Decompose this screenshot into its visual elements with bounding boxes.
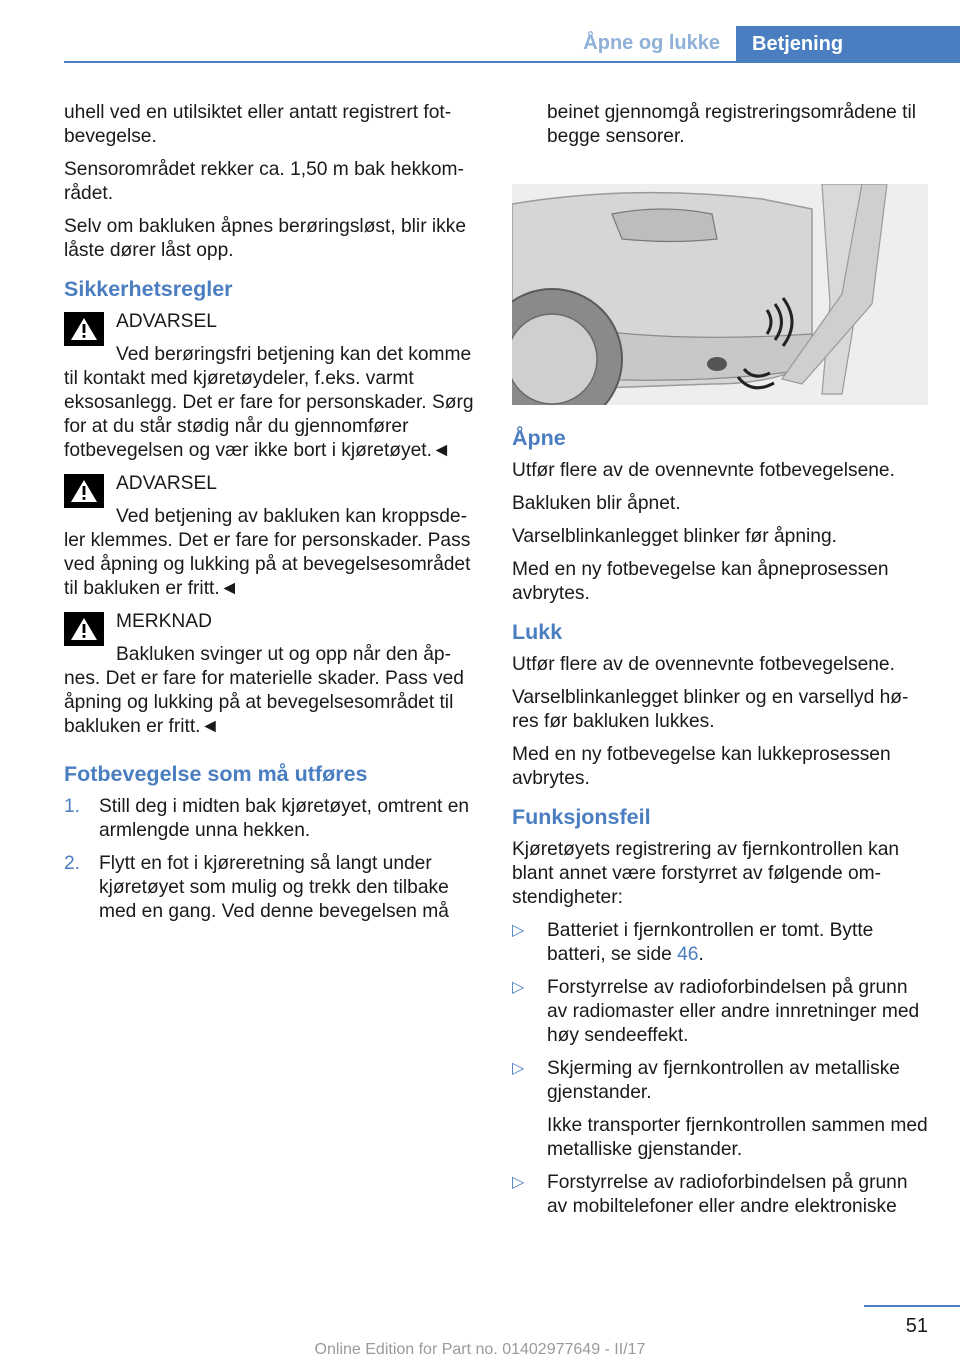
right-column: [512, 101, 928, 158]
bullet-text-end: .: [698, 944, 704, 965]
list-item: [512, 919, 928, 967]
triangle-bullet-icon: ▷: [512, 1060, 525, 1077]
page-reference-link[interactable]: 46: [677, 944, 699, 965]
fault-intro: Kjøretøyets registrering av fjernkontrollen kan blant annet være forstyrret av følgende omstendigheter:: [512, 839, 900, 908]
open-paragraph: Med en ny fotbevegelse kan åpneprosessen avbrytes.: [512, 559, 889, 604]
notice-title: MERKNAD: [116, 611, 212, 632]
warning-triangle-icon: [64, 474, 104, 508]
open-heading: Åpne: [512, 426, 566, 450]
bullet-text: Forstyrrelse av radioforbindelsen på grunn av mobiltelefoner eller andre elektroniske: [547, 1172, 908, 1217]
edition-footer: Online Edition for Part no. 01402977649 - II/17: [314, 1341, 646, 1358]
notice-text: Bakluken svinger ut og opp når den åpnes. Det er fare for materielle skader. Pass ved åpning og lukking på at bevegelsesområdet til bakluken er fritt.◄: [64, 644, 464, 737]
fault-heading: Funksjonsfeil: [512, 805, 651, 829]
intro-paragraph: Sensorområdet rekker ca. 1,50 m bak hekkområdet.: [64, 159, 464, 204]
warning-title: ADVARSEL: [116, 311, 217, 332]
step-item: [64, 852, 480, 924]
warning-text: Ved berøringsfri betjening kan det komme til kontakt med kjøretøydeler, f.eks. varmt eksosanlegg. Det er fare for personskader. Sørg for at du står stødig når du gjennomfører fotbevegelsen og vær ikke bort i kjøretøyet.◄: [64, 344, 474, 461]
bullet-text: Skjerming av fjernkontrollen av metalliske gjenstander.: [547, 1058, 900, 1103]
step-text: Flytt en fot i kjøreretning så langt under kjøretøyet som mulig og trekk den tilbake med en gang. Ved denne bevegelsen må: [99, 853, 449, 922]
bullet-subtext: Ikke transporter fjernkontrollen sammen med metalliske gjenstander.: [547, 1115, 928, 1160]
triangle-bullet-icon: ▷: [512, 922, 525, 939]
header-chapter-tab: Betjening: [736, 26, 960, 63]
open-paragraph: Utfør flere av de ovennevnte fotbevegelsene.: [512, 460, 895, 481]
list-item: [512, 976, 928, 1048]
step-item: [64, 795, 480, 843]
fault-list: [512, 919, 928, 1219]
intro-paragraph: uhell ved en utilsiktet eller antatt registrert fotbevegelse.: [64, 102, 452, 147]
close-paragraph: Utfør flere av de ovennevnte fotbevegelsene.: [512, 654, 895, 675]
header-section-title: Åpne og lukke: [583, 32, 720, 54]
step-number: 1.: [64, 796, 81, 817]
close-heading: Lukk: [512, 620, 563, 644]
left-column: [64, 101, 480, 933]
bullet-text: Batteriet i fjernkontrollen er tomt. Bytte batteri, se side: [547, 920, 874, 965]
warning-block: [64, 472, 480, 601]
list-item: [512, 1057, 928, 1162]
close-paragraph: Med en ny fotbevegelse kan lukkeprosessen avbrytes.: [512, 744, 891, 789]
notice-block: [64, 610, 480, 739]
intro-paragraph: Selv om bakluken åpnes berøringsløst, blir ikke låste dører låst opp.: [64, 216, 467, 261]
safety-heading: Sikkerhetsregler: [64, 277, 233, 301]
tailgate-foot-gesture-illustration: [512, 184, 928, 405]
right-column-main: [512, 168, 928, 1228]
gesture-heading: Fotbevegelse som må utføres: [64, 762, 368, 786]
page-number: 51: [905, 1315, 928, 1337]
continuation-paragraph: beinet gjennomgå registreringsområdene til begge sensorer.: [547, 102, 917, 147]
step-text: Still deg i midten bak kjøretøyet, omtrent en armlengde unna hekken.: [99, 796, 470, 841]
warning-text: Ved betjening av bakluken kan kroppsdeler klemmes. Det er fare for personskader. Pass ved åpning og lukking på at bevegelsesområdet til bakluken er fritt.◄: [64, 506, 471, 599]
close-paragraph: Varselblinkanlegget blinker og en varsellyd høres før bakluken lukkes.: [512, 687, 909, 732]
footer-rule: [864, 1305, 960, 1307]
triangle-bullet-icon: ▷: [512, 1174, 525, 1191]
open-paragraph: Bakluken blir åpnet.: [512, 493, 681, 514]
bullet-text: Forstyrrelse av radioforbindelsen på grunn av radiomaster eller andre innretninger med høy sendeeffekt.: [547, 977, 920, 1046]
triangle-bullet-icon: ▷: [512, 979, 525, 996]
open-paragraph: Varselblinkanlegget blinker før åpning.: [512, 526, 837, 547]
list-item: [512, 1171, 928, 1219]
step-number: 2.: [64, 853, 81, 874]
warning-title: ADVARSEL: [116, 473, 217, 494]
warning-block: [64, 310, 480, 463]
warning-triangle-icon: [64, 312, 104, 346]
gesture-steps: [64, 795, 480, 924]
header-rule: [64, 61, 960, 63]
warning-triangle-icon: [64, 612, 104, 646]
